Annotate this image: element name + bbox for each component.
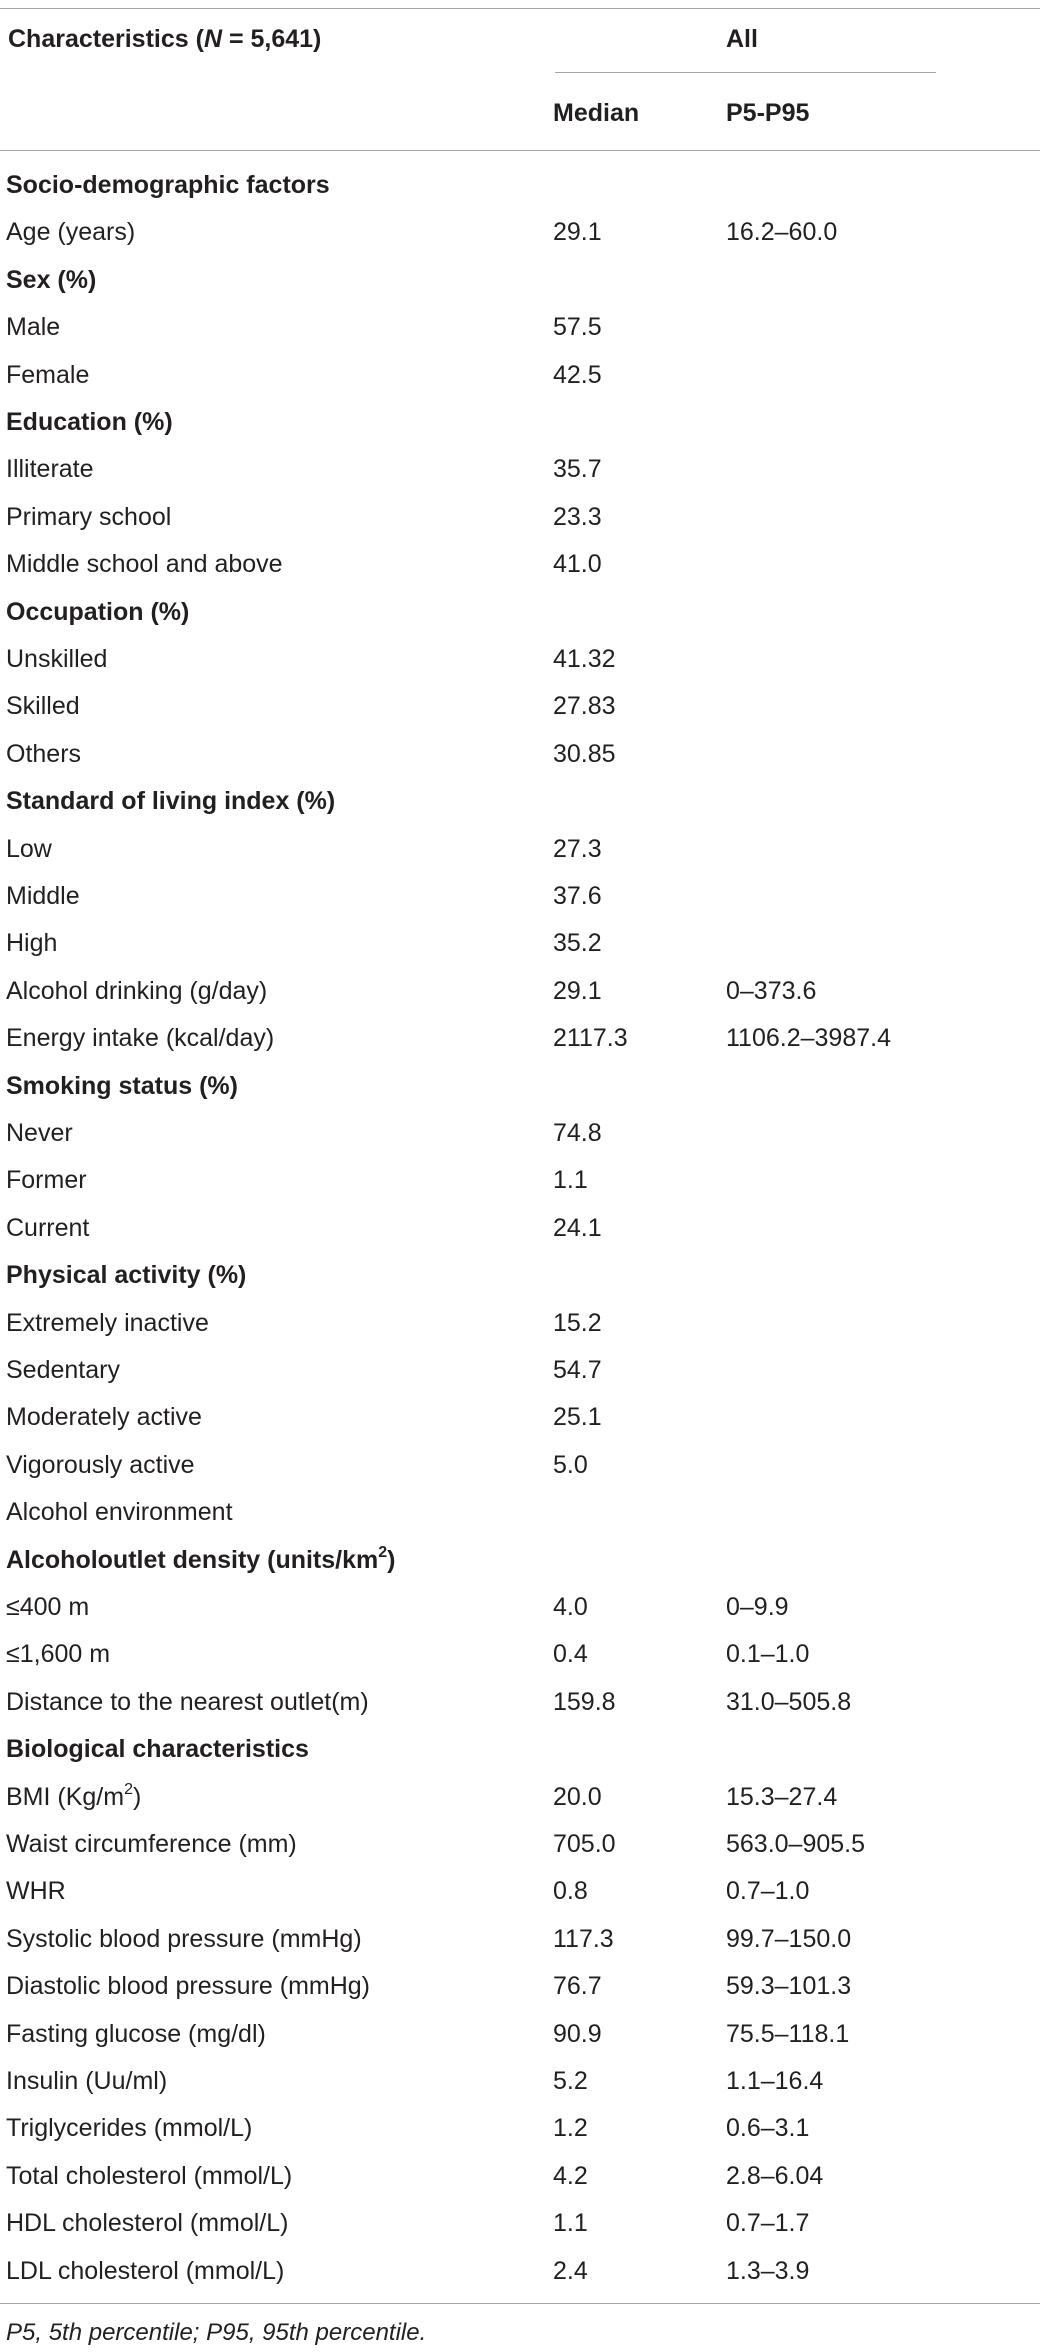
row-label: [6, 1924, 362, 1954]
row-label-text: Insulin (Uu/ml): [6, 2067, 168, 2095]
median-cell: 54.7: [553, 1356, 602, 1384]
row-label-text: Low: [6, 835, 52, 863]
section-heading: [6, 1071, 238, 1101]
row-label-text: ≤400 m: [6, 1593, 90, 1621]
median-cell: 5.0: [553, 1451, 588, 1479]
row-label-text: Waist circumference (mm): [6, 1830, 297, 1858]
p5-p95-cell: 0.7–1.7: [726, 2209, 810, 2237]
median-cell: 76.7: [553, 1972, 602, 2000]
row-label-text: Energy intake (kcal/day): [6, 1024, 275, 1052]
row-label-text: Middle: [6, 882, 80, 910]
row-label: [6, 1829, 297, 1859]
median-cell: 24.1: [553, 1214, 602, 1242]
row-label: [6, 2066, 167, 2096]
characteristics-header-suffix: = 5,641): [222, 25, 322, 53]
row-label: [6, 834, 52, 864]
row-label-text: Vigorously active: [6, 1451, 195, 1479]
row-label-superscript: 2: [378, 1543, 388, 1561]
section-heading: [6, 265, 96, 295]
row-label-suffix: ): [387, 1546, 396, 1574]
row-label-text: ≤1,600 m: [6, 1640, 111, 1668]
p5-p95-cell: 0–9.9: [726, 1593, 789, 1621]
table-bottom-rule: [0, 2303, 1040, 2304]
row-label-suffix: ): [132, 1783, 142, 1811]
p5-p95-cell: 15.3–27.4: [726, 1783, 838, 1811]
median-cell: 35.7: [553, 455, 602, 483]
row-label-text: Triglycerides (mmol/L): [6, 2114, 253, 2142]
row-label-text: Biological characteristics: [6, 1735, 309, 1763]
row-label-text: HDL cholesterol (mmol/L): [6, 2209, 289, 2237]
row-label: [6, 360, 89, 390]
median-cell: 4.0: [553, 1593, 588, 1621]
median-cell: 42.5: [553, 361, 602, 389]
p5-p95-cell: 0.7–1.0: [726, 1877, 810, 1905]
footnote: P5, 5th percentile; P95, 95th percentile.: [6, 2319, 427, 2346]
row-label-text: Total cholesterol (mmol/L): [6, 2162, 293, 2190]
median-cell: 27.3: [553, 835, 602, 863]
row-label: [6, 1450, 195, 1480]
median-cell: 23.3: [553, 503, 602, 531]
median-cell: 0.8: [553, 1877, 588, 1905]
row-label-text: Smoking status (%): [6, 1072, 238, 1100]
median-cell: 20.0: [553, 1783, 602, 1811]
median-cell: 29.1: [553, 218, 602, 246]
row-label-text: WHR: [6, 1877, 66, 1905]
row-label-text: Middle school and above: [6, 550, 283, 578]
row-label: [6, 1308, 209, 1338]
row-label-text: Distance to the nearest outlet(m): [6, 1688, 369, 1716]
row-label-text: Current: [6, 1214, 90, 1242]
row-label-text: Sedentary: [6, 1356, 120, 1384]
median-cell: 57.5: [553, 313, 602, 341]
row-label-text: Never: [6, 1119, 73, 1147]
p5-p95-cell: 563.0–905.5: [726, 1830, 866, 1858]
row-label: [6, 2256, 284, 2286]
row-label-text: Standard of living index (%): [6, 787, 336, 815]
row-label: [6, 1213, 89, 1243]
row-label: [6, 1118, 73, 1148]
p5-p95-cell: 99.7–150.0: [726, 1925, 852, 1953]
row-label: [6, 691, 80, 721]
row-label: [6, 1782, 141, 1812]
median-cell: 2117.3: [553, 1024, 628, 1052]
row-label: [6, 976, 267, 1006]
median-cell: 74.8: [553, 1119, 602, 1147]
row-label-text: Education (%): [6, 408, 173, 436]
section-heading: [6, 1545, 395, 1575]
row-label-text: Alcoholoutlet density (units/km: [6, 1546, 379, 1574]
row-label-text: Female: [6, 361, 90, 389]
row-label-text: Others: [6, 740, 82, 768]
row-label-text: Extremely inactive: [6, 1309, 209, 1337]
median-cell: 1.1: [553, 2209, 588, 2237]
row-label-text: Former: [6, 1166, 87, 1194]
row-label: [6, 644, 107, 674]
row-label-text: Alcohol drinking (g/day): [6, 977, 268, 1005]
row-label-text: BMI (Kg/m: [6, 1783, 125, 1811]
row-label: [6, 1687, 369, 1717]
p5-p95-cell: 1.3–3.9: [726, 2257, 810, 2285]
row-label-text: Fasting glucose (mg/dl): [6, 2020, 266, 2048]
median-cell: 705.0: [553, 1830, 616, 1858]
median-cell: 37.6: [553, 882, 602, 910]
row-label-text: Skilled: [6, 692, 80, 720]
median-cell: 30.85: [553, 740, 616, 768]
row-label: [6, 2113, 252, 2143]
row-label: [6, 549, 283, 579]
row-label-text: Sex (%): [6, 266, 97, 294]
top-rule: [0, 8, 1040, 9]
row-label: [6, 312, 60, 342]
p5-p95-cell: 1106.2–3987.4: [726, 1024, 891, 1052]
row-label-text: Age (years): [6, 218, 136, 246]
median-cell: 41.0: [553, 550, 602, 578]
median-cell: 5.2: [553, 2067, 588, 2095]
p5-p95-cell: 0.6–3.1: [726, 2114, 810, 2142]
p5-p95-cell: 16.2–60.0: [726, 218, 838, 246]
row-label-superscript: 2: [124, 1780, 133, 1798]
row-label-text: Diastolic blood pressure (mmHg): [6, 1972, 371, 2000]
row-label-text: Systolic blood pressure (mmHg): [6, 1925, 362, 1953]
section-heading: [6, 597, 189, 627]
median-cell: 25.1: [553, 1403, 602, 1431]
p5-p95-cell: 75.5–118.1: [726, 2020, 850, 2048]
row-label: [6, 1497, 233, 1527]
row-label-text: Alcohol environment: [6, 1498, 233, 1526]
characteristics-header-prefix: Characteristics (: [8, 25, 204, 53]
column-header-p5-p95: P5-P95: [726, 99, 810, 127]
median-cell: 2.4: [553, 2257, 588, 2285]
row-label-text: Illiterate: [6, 455, 94, 483]
median-cell: 29.1: [553, 977, 602, 1005]
median-cell: 1.2: [553, 2114, 588, 2142]
row-label: [6, 217, 135, 247]
row-label: [6, 1355, 120, 1385]
row-label-text: High: [6, 929, 58, 957]
row-label: [6, 1402, 202, 1432]
row-label-text: Male: [6, 313, 61, 341]
header-bottom-rule: [0, 150, 1040, 151]
row-label-text: Physical activity (%): [6, 1261, 247, 1289]
row-label-text: Primary school: [6, 503, 172, 531]
row-label: [6, 2208, 288, 2238]
row-label: [6, 1165, 87, 1195]
row-label: [6, 2019, 266, 2049]
row-label: [6, 1023, 274, 1053]
n-symbol: N: [203, 25, 222, 53]
median-cell: 90.9: [553, 2020, 602, 2048]
median-cell: 0.4: [553, 1640, 588, 1668]
column-header-median: Median: [553, 99, 640, 127]
row-label: [6, 739, 81, 769]
row-label-text: Socio-demographic factors: [6, 171, 330, 199]
section-heading: [6, 407, 173, 437]
row-label: [6, 1876, 66, 1906]
p5-p95-cell: 1.1–16.4: [726, 2067, 824, 2095]
row-label: [6, 2161, 292, 2191]
p5-p95-cell: 0.1–1.0: [726, 1640, 810, 1668]
median-cell: 41.32: [553, 645, 616, 673]
p5-p95-cell: 0–373.6: [726, 977, 817, 1005]
median-cell: 159.8: [553, 1688, 616, 1716]
median-cell: 117.3: [553, 1925, 614, 1953]
row-label: [6, 502, 171, 532]
section-heading: [6, 1260, 246, 1290]
section-heading: [6, 786, 335, 816]
median-cell: 1.1: [553, 1166, 588, 1194]
row-label: [6, 1639, 110, 1669]
median-cell: 27.83: [553, 692, 616, 720]
group-header-all: All: [726, 25, 758, 53]
median-cell: 15.2: [553, 1309, 602, 1337]
row-label-text: Unskilled: [6, 645, 108, 673]
p5-p95-cell: 2.8–6.04: [726, 2162, 824, 2190]
row-label: [6, 1971, 370, 2001]
characteristics-header: [8, 24, 321, 54]
row-label-text: Moderately active: [6, 1403, 202, 1431]
row-label: [6, 881, 80, 911]
row-label: [6, 928, 57, 958]
p5-p95-cell: 59.3–101.3: [726, 1972, 852, 2000]
p5-p95-cell: 31.0–505.8: [726, 1688, 852, 1716]
median-cell: 4.2: [553, 2162, 588, 2190]
section-heading: [6, 1734, 309, 1764]
row-label: [6, 454, 94, 484]
row-label-text: LDL cholesterol (mmol/L): [6, 2257, 285, 2285]
row-label: [6, 1592, 89, 1622]
group-header-rule: [555, 72, 936, 73]
row-label-text: Occupation (%): [6, 598, 190, 626]
median-cell: 35.2: [553, 929, 602, 957]
section-heading: [6, 170, 330, 200]
